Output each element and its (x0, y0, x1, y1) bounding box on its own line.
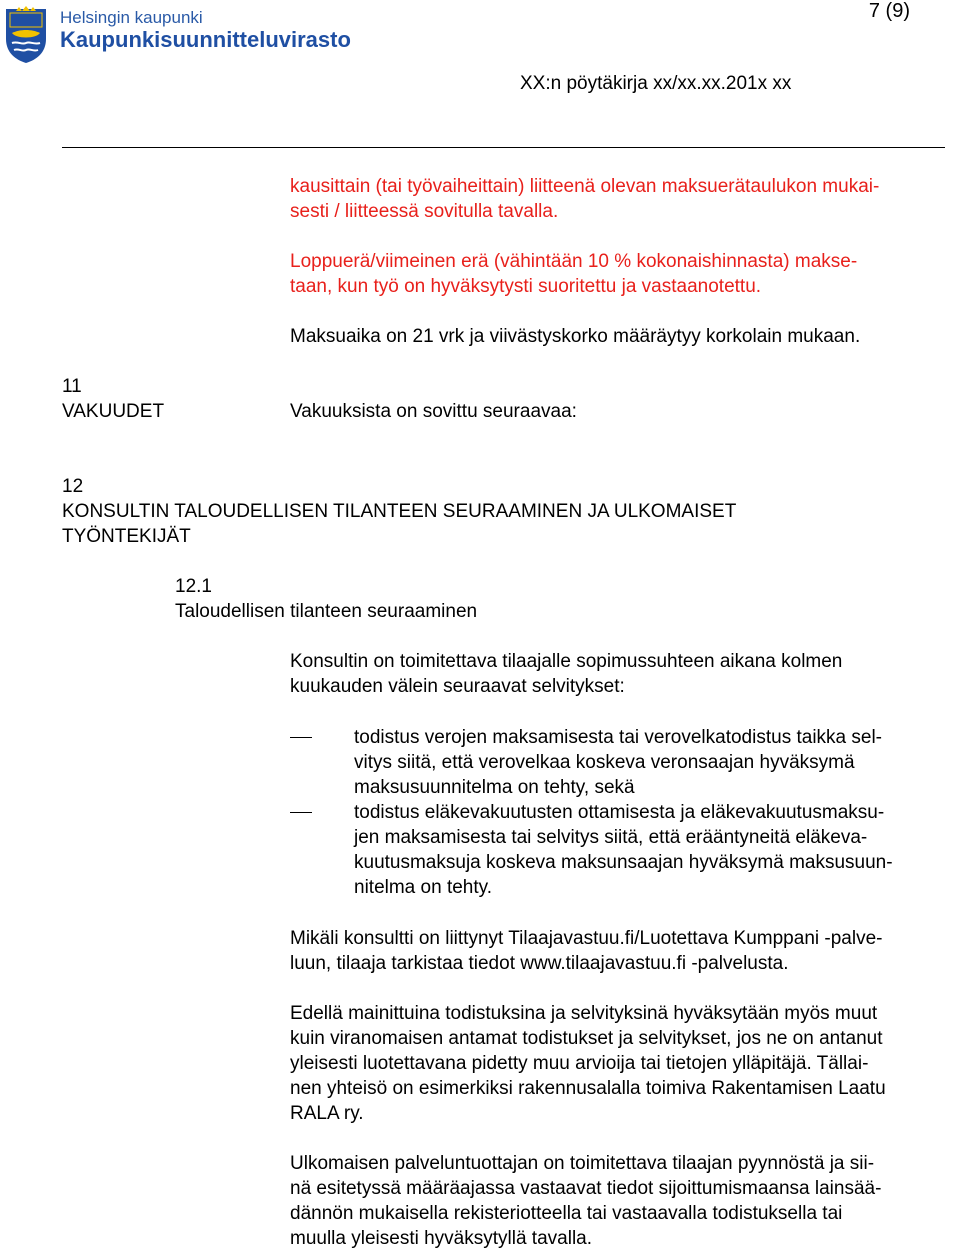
list-item: todistus verojen maksamisesta tai verovelkatodistus taikka sel- vitys siitä, että verovelkaa koskeva veronsaajan hyväksymä maksusuunnitelma on tehty, sekä (290, 725, 950, 800)
section-11-title: VAKUUDET (62, 401, 165, 422)
section-12-1-title: Taloudellisen tilanteen seuraaminen (175, 601, 478, 622)
dash-bullet-icon (290, 737, 312, 738)
header-rule (62, 147, 945, 148)
minutes-reference: XX:n pöytäkirja xx/xx.xx.201x xx (520, 73, 792, 94)
section-12-title: KONSULTIN TALOUDELLISEN TILANTEEN SEURAAMINEN JA ULKOMAISET TYÖNTEKIJÄT (62, 501, 737, 547)
section-11-number: 11 (62, 376, 82, 397)
foreign-provider-paragraph: Ulkomaisen palveluntuottajan on toimitettava tilaajan pyynnöstä ja sii- nä esitetyssä määräajassa vastaavat tiedot sijoittumismaansa lainsää- dännön mukaisella rekisteriotteella tai vastaavalla todistuksella tai muulla yleisesti hyväksytyllä tavalla. (290, 1153, 882, 1249)
accepted-certificates-paragraph: Edellä mainittuina todistuksina ja selvityksinä hyväksytään myös muut kuin viranomaisen antamat todistukset ja selvitykset, jos ne on antanut yleisesti luotettavana pidetty muu arvioija tai tietojen ylläpitäjä. Tällai- nen yhteisö on esimerkiksi rakennusalalla toimiva Rakentamisen Laatu RALA ry. (290, 1003, 886, 1124)
organization-name: Helsingin kaupunki (60, 8, 203, 27)
section-11-text: Vakuuksista on sovittu seuraavaa: (290, 401, 577, 422)
final-installment-paragraph: Loppuerä/viimeinen erä (vähintään 10 % kokonaishinnasta) makse- taan, kun työ on hyväksytysti suoritettu ja vastaanotettu. (290, 251, 858, 297)
section-12-1-intro: Konsultin on toimitettava tilaajalle sopimussuhteen aikana kolmen kuukauden välein seuraavat selvitykset: (290, 651, 843, 697)
section-12-1-number: 12.1 (175, 576, 212, 597)
dash-bullet-icon (290, 812, 312, 813)
tilaajavastuu-paragraph: Mikäli konsultti on liittynyt Tilaajavastuu.fi/Luotettava Kumppani -palve- luun, tilaaja tarkistaa tiedot www.tilaajavastuu.fi -palvelusta. (290, 928, 883, 974)
payment-term-paragraph: Maksuaika on 21 vrk ja viivästyskorko määräytyy korkolain mukaan. (290, 326, 861, 347)
page-number: 7 (9) (868, 0, 910, 22)
payment-installments-paragraph: kausittain (tai työvaiheittain) liitteenä olevan maksuerätaulukon mukai- sesti / liitteessä sovitulla tavalla. (290, 176, 880, 222)
section-12-number: 12 (62, 476, 84, 497)
list-item: todistus eläkevakuutusten ottamisesta ja eläkevakuutusmaksu- jen maksamisesta tai selvitys siitä, että erääntyneitä eläkeva- kuutusmaksuja koskeva maksunsaajan hyväksymä maksusuun- nitelma on tehty. (290, 800, 950, 900)
helsinki-coat-of-arms-icon (2, 5, 50, 65)
department-name: Kaupunkisuunnitteluvirasto (60, 27, 351, 52)
